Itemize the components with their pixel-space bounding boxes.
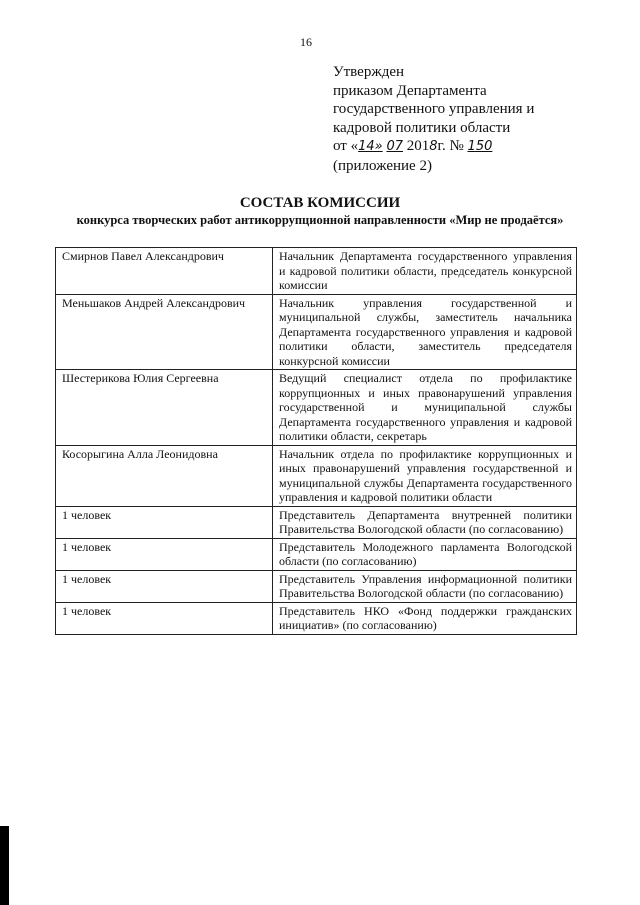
member-name: Косорыгина Алла Леонидовна bbox=[56, 445, 273, 506]
date-month: 07 bbox=[386, 139, 403, 154]
table-row bbox=[56, 602, 577, 634]
member-role: Представитель Молодежного парламента Вологодской области (по согласованию) bbox=[273, 538, 577, 570]
member-role: Ведущий специалист отдела по профилактике коррупционных и иных правонарушений управления государственной и муниципальной службы Департамента государственного управления и кадровой политики области, секретарь bbox=[273, 370, 577, 446]
member-role: Начальник отдела по профилактике коррупционных и иных правонарушений управления государственной и муниципальной службы Департамента государственного управления и кадровой политики области bbox=[273, 445, 577, 506]
member-role: Начальник Департамента государственного управления и кадровой политики области, председатель конкурсной комиссии bbox=[273, 248, 577, 295]
commission-table bbox=[55, 247, 577, 635]
member-name: Меньшаков Андрей Александрович bbox=[56, 294, 273, 370]
table-row bbox=[56, 506, 577, 538]
table-row bbox=[56, 445, 577, 506]
date-mid: г. № bbox=[437, 138, 464, 154]
member-name: 1 человек bbox=[56, 570, 273, 602]
table-row bbox=[56, 294, 577, 370]
document-subtitle: конкурса творческих работ антикоррупционной направленности «Мир не продаётся» bbox=[76, 213, 564, 227]
member-role: Представитель НКО «Фонд поддержки гражданских инициатив» (по согласованию) bbox=[273, 602, 577, 634]
table-row bbox=[56, 248, 577, 295]
approval-date-line bbox=[333, 137, 534, 157]
date-year-prefix: 201 bbox=[406, 138, 430, 154]
date-prefix: от « bbox=[333, 138, 359, 154]
scan-edge-mark bbox=[0, 826, 9, 905]
approval-line: Утвержден bbox=[333, 64, 405, 80]
member-name: 1 человек bbox=[56, 506, 273, 538]
date-day: 14» bbox=[358, 139, 383, 154]
table-row bbox=[56, 370, 577, 446]
member-role: Представитель Департамента внутренней политики Правительства Вологодской области (по согласованию) bbox=[273, 506, 577, 538]
member-name: Смирнов Павел Александрович bbox=[56, 248, 273, 295]
member-name: Шестерикова Юлия Сергеевна bbox=[56, 370, 273, 446]
approval-line: государственного управления и bbox=[333, 101, 535, 117]
page-number: 16 bbox=[300, 35, 312, 49]
date-year-digit: 8 bbox=[429, 139, 438, 154]
table-row bbox=[56, 570, 577, 602]
member-role: Представитель Управления информационной политики Правительства Вологодской области (по согласованию) bbox=[273, 570, 577, 602]
member-role: Начальник управления государственной и муниципальной службы, заместитель начальника Департамента государственного управления и кадровой политики области, заместитель председателя конкурсной комиссии bbox=[273, 294, 577, 370]
member-name: 1 человек bbox=[56, 602, 273, 634]
appendix-label: (приложение 2) bbox=[333, 157, 432, 174]
approval-line: кадровой политики области bbox=[333, 119, 511, 136]
table-row bbox=[56, 538, 577, 570]
order-number: 150 bbox=[467, 139, 493, 154]
member-name: 1 человек bbox=[56, 538, 273, 570]
approval-line: приказом Департамента bbox=[333, 82, 487, 99]
approval-block bbox=[333, 63, 534, 175]
document-title: СОСТАВ КОМИССИИ bbox=[239, 195, 401, 211]
